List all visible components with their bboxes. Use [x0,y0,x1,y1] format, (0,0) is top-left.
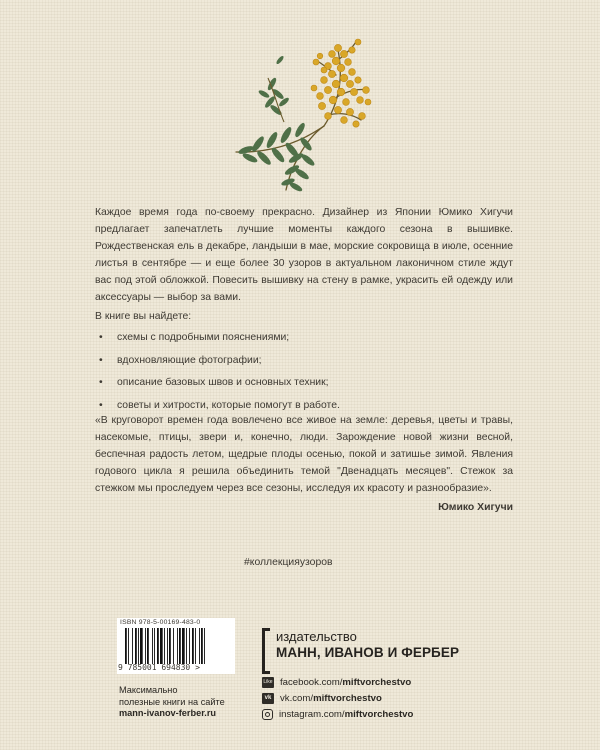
link-prefix: facebook.com/ [280,677,343,688]
features-list [99,329,340,419]
list-item: • описание базовых швов и основных техник; [99,374,340,397]
author-quote: «В круговорот времен года вовлечено все живое на земле: деревья, цветы и травы, насекомые, птицы, звери и, конечно, люди. Зарождение новой жизни весной, беспечная радость летом, щедрые плоды осенью, покой и затишье зимой. Явления годового цикла я решила объединить темой "Двенадцать месяцев". Стежок за стежком мы проследуем через все сезоны, исследуя их красоту и разнообразие». [95,415,513,494]
list-item: • советы и хитрости, которые помогут в работе. [99,397,340,420]
site-promo [119,685,225,720]
hashtag: #коллекцияузоров [244,557,333,568]
barcode [117,618,235,674]
link-prefix: instagram.com/ [279,709,345,720]
vk-link[interactable] [262,693,382,704]
publisher-label: издательство [276,629,357,644]
barcode-bars [125,628,231,664]
list-item: • схемы с подробными пояснениями; [99,329,340,352]
link-prefix: vk.com/ [280,693,314,704]
list-intro: В книге вы найдете: [95,311,192,322]
instagram-icon [262,709,273,720]
facebook-link[interactable] [262,677,411,688]
vk-icon: vk [262,693,274,704]
site-link[interactable]: mann-ivanov-ferber.ru [119,708,217,719]
ean-number: 9 785001 694830 > [118,663,200,672]
isbn-number: ISBN 978-5-00169-483-0 [120,619,201,626]
quote-author: Юмико Хигучи [438,502,513,513]
instagram-link[interactable] [262,709,413,720]
embroidery-illustration [228,30,398,195]
promo-line: полезные книги на сайте [119,696,225,707]
list-item: • вдохновляющие фотографии; [99,352,340,375]
like-icon: Like [262,677,274,688]
link-handle: miftvorchestvo [313,693,382,704]
publisher-bracket-icon [262,628,270,674]
link-handle: miftvorchestvo [344,709,414,720]
publisher-name: МАНН, ИВАНОВ И ФЕРБЕР [276,645,460,660]
link-handle: miftvorchestvo [342,677,412,688]
book-description: Каждое время года по-своему прекрасно. Дизайнер из Японии Юмико Хигучи предлагает запечатлеть лучшие моменты каждого сезона в вышивке. Рождественская ель в декабре, ландыши в мае, морские сокровища в июле, осенние листья в сентябре — и еще более 30 узоров в актуальном лаконичном стиле ждут вас под этой обложкой. Повесить вышивку на стену в рамке, украсить ей одежду или аксессуары — выбор за вами. [95,207,513,303]
promo-line: Максимально [119,685,178,695]
